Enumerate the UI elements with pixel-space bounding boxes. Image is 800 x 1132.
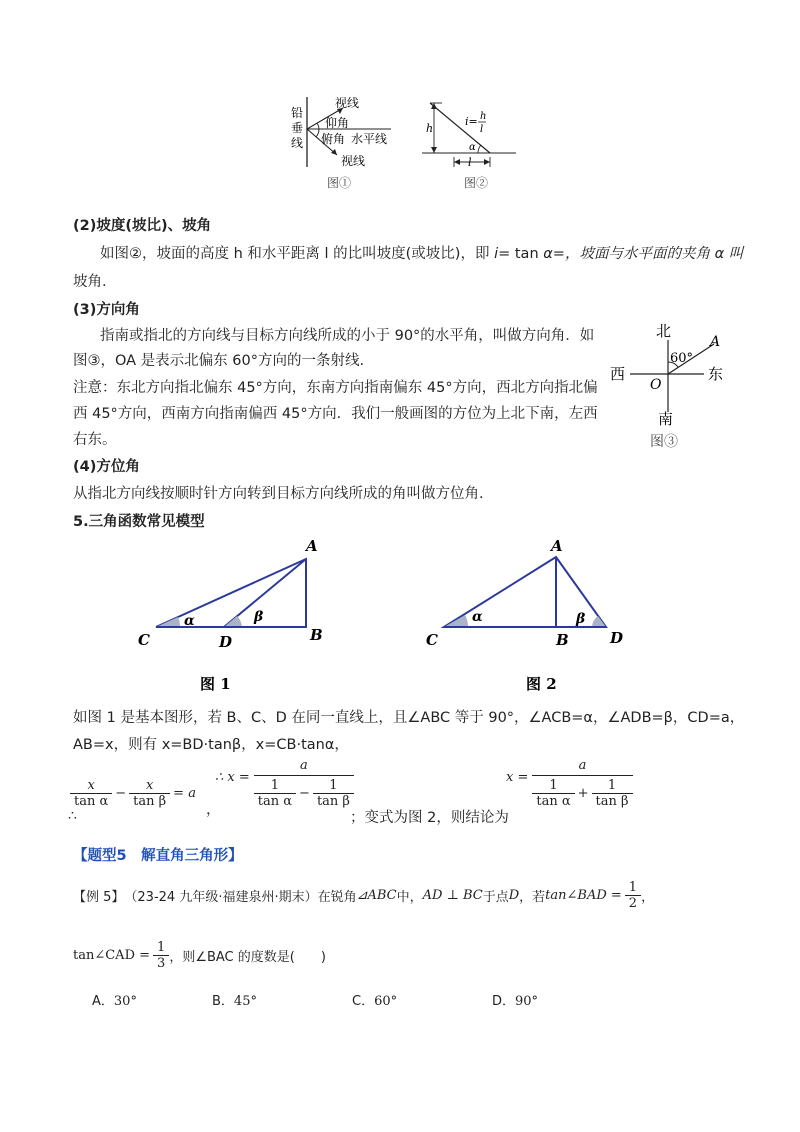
fraction-1-over-tan-alpha bbox=[254, 778, 296, 809]
ratio-numerator: h bbox=[480, 111, 487, 122]
section-4-heading: (4)方位角 bbox=[73, 459, 140, 475]
example-5-tag: 【例 5】 bbox=[73, 890, 125, 905]
south-label: 南 bbox=[658, 410, 674, 428]
option-a[interactable] bbox=[92, 990, 137, 1009]
section-3-line-1: 指南或指北的方向线与目标方向线所成的小于 90°的水平角，叫做方向角．如 bbox=[100, 328, 595, 344]
option-letter: B． bbox=[212, 994, 234, 1009]
figure-elevation-depression bbox=[285, 95, 395, 195]
equals-a: = a bbox=[173, 786, 196, 801]
north-label: 北 bbox=[656, 322, 672, 340]
section-3-note-line-3: 右东。 bbox=[73, 432, 117, 448]
point-d: D bbox=[508, 888, 520, 903]
numerator: 1 bbox=[549, 778, 558, 793]
section-4-line-1: 从指北方向线按顺时针方向转到目标方向线所成的角叫做方位角. bbox=[73, 486, 484, 502]
formula-x-figure-1 bbox=[215, 758, 354, 809]
option-letter: C． bbox=[352, 994, 375, 1009]
model1-vertex-a: A bbox=[306, 537, 318, 555]
model1-vertex-d: D bbox=[219, 633, 233, 651]
tan-bad-equals: tan∠BAD = bbox=[545, 888, 622, 903]
x-equals: ∴ x = bbox=[215, 770, 250, 785]
section-2-line-2: 坡角. bbox=[73, 274, 107, 290]
question-type-5-label: 【题型5 解直角三角形】 bbox=[73, 848, 243, 864]
option-letter: D． bbox=[492, 994, 516, 1009]
minus-sign: − bbox=[299, 786, 310, 801]
numerator: 1 bbox=[270, 778, 280, 793]
text-fragment: ， bbox=[641, 890, 655, 905]
model-explanation-line-1: 如图 1 是基本图形，若 B、C、D 在同一直线上，且∠ABC 等于 90°，∠ACB=α，∠ADB=β，CD=a， bbox=[73, 710, 745, 726]
option-letter: A． bbox=[92, 994, 114, 1009]
option-value: 45° bbox=[233, 994, 257, 1009]
text-fragment: 于点 bbox=[482, 890, 509, 905]
model1-beta: β bbox=[254, 609, 264, 625]
model2-beta: β bbox=[576, 611, 586, 627]
figure-1-caption: 图① bbox=[327, 176, 352, 190]
model1-alpha: α bbox=[184, 613, 195, 629]
plumb-char-1: 铅 bbox=[291, 106, 304, 120]
variant-conclusion-text: ；变式为图 2，则结论为 bbox=[350, 810, 509, 826]
fraction-1-over-tan-beta bbox=[592, 778, 633, 809]
model2-vertex-c: C bbox=[426, 631, 438, 649]
section-2-paragraph bbox=[100, 240, 743, 268]
section-3-note-line-2: 西 45°方向，西南方向指南偏西 45°方向．我们一般画图的方位为上北下南，左西 bbox=[73, 406, 598, 422]
height-label: h bbox=[426, 122, 434, 135]
plumb-char-2: 垂 bbox=[291, 121, 304, 135]
fraction-x-over-tan-alpha bbox=[70, 778, 112, 809]
model2-vertex-d: D bbox=[610, 629, 624, 647]
therefore-symbol: ∴ bbox=[68, 808, 77, 824]
origin-label: O bbox=[650, 377, 662, 393]
figure-3-caption: 图③ bbox=[650, 434, 678, 450]
point-a-label: A bbox=[710, 334, 721, 350]
option-b[interactable] bbox=[212, 990, 257, 1009]
plus-sign: + bbox=[577, 786, 589, 801]
text-fragment: ，若 bbox=[519, 890, 546, 905]
east-label: 东 bbox=[708, 365, 724, 383]
ratio-label: i= bbox=[465, 115, 478, 128]
example-5-stem bbox=[73, 880, 654, 911]
triangle-abc-symbol: ⊿ABC bbox=[356, 888, 397, 903]
fraction-1-over-tan-beta bbox=[313, 778, 354, 809]
depression-label: 俯角 bbox=[321, 132, 346, 146]
section-2-heading: (2)坡度(坡比)、坡角 bbox=[73, 218, 212, 234]
model-figure-1 bbox=[130, 535, 330, 700]
triangle-abc bbox=[156, 559, 306, 627]
denominator: tan β bbox=[129, 793, 170, 809]
fraction-one-third bbox=[153, 940, 169, 971]
ratio-denominator: l bbox=[480, 124, 484, 135]
angle-60-label: 60° bbox=[670, 351, 694, 366]
denominator: tan β bbox=[592, 793, 633, 809]
elevation-label: 仰角 bbox=[325, 116, 350, 130]
numerator: 1 bbox=[157, 940, 166, 955]
fraction-1-over-tan-alpha bbox=[532, 778, 574, 809]
numerator: x bbox=[146, 778, 154, 793]
west-label: 西 bbox=[610, 365, 626, 383]
section-3-heading: (3)方向角 bbox=[73, 302, 140, 318]
formula-x-figure-2 bbox=[506, 758, 633, 809]
fraction-one-half bbox=[625, 880, 641, 911]
numerator: 1 bbox=[329, 778, 338, 793]
model-explanation-line-2: AB=x，则有 x=BD·tanβ，x=CB·tanα， bbox=[73, 737, 349, 753]
option-value: 90° bbox=[515, 994, 539, 1009]
model2-vertex-b: B bbox=[556, 631, 569, 649]
perpendicular-ad-bc: AD ⊥ BC bbox=[422, 888, 483, 903]
model1-vertex-b: B bbox=[310, 626, 323, 644]
option-d[interactable] bbox=[492, 990, 538, 1009]
tan-cad-equals: tan∠CAD = bbox=[73, 948, 151, 963]
denominator: tan α bbox=[532, 793, 574, 809]
model1-caption: 图 1 bbox=[200, 675, 231, 693]
option-c[interactable] bbox=[352, 990, 397, 1009]
minus-sign: − bbox=[115, 786, 127, 801]
denominator: 2 bbox=[625, 895, 641, 911]
horizontal-label: 水平线 bbox=[351, 132, 388, 146]
denominator: tan α bbox=[70, 793, 112, 809]
section-2-text-c: α=，坡面与水平面的夹角 α 叫 bbox=[543, 246, 744, 262]
example-5-stem-line-2 bbox=[73, 940, 326, 971]
denominator: 3 bbox=[153, 955, 169, 971]
numerator: 1 bbox=[628, 880, 638, 895]
option-value: 60° bbox=[374, 994, 398, 1009]
x-equals: x = bbox=[506, 770, 529, 785]
numerator-a: a bbox=[578, 758, 587, 773]
model1-vertex-c: C bbox=[138, 631, 150, 649]
section-3-line-2: 图③，OA 是表示北偏东 60°方向的一条射线. bbox=[73, 353, 365, 369]
numerator: x bbox=[87, 778, 95, 793]
section-2-text-a: 如图②，坡面的高度 h 和水平距离 l 的比叫坡度(或坡比)，即 bbox=[100, 246, 495, 262]
model2-alpha: α bbox=[472, 609, 483, 625]
plumb-char-3: 线 bbox=[291, 136, 304, 150]
figure-2-caption: 图② bbox=[464, 176, 489, 190]
example-5-source: （23-24 九年级·福建泉州·期末）在锐角 bbox=[124, 890, 357, 905]
section-2-i: i bbox=[494, 246, 499, 262]
section-2-text-b: = tan bbox=[498, 246, 544, 262]
formula-difference bbox=[70, 778, 196, 809]
numerator: 1 bbox=[607, 778, 617, 793]
text-fragment: 中， bbox=[396, 890, 423, 905]
comma: ， bbox=[206, 802, 221, 818]
model2-vertex-a: A bbox=[551, 537, 563, 555]
figure-direction-angle bbox=[600, 316, 740, 456]
section-5-heading: 5.三角函数常见模型 bbox=[73, 514, 205, 530]
model2-caption: 图 2 bbox=[526, 675, 557, 693]
fraction-x-over-tan-beta bbox=[129, 778, 170, 809]
section-3-note-line-1: 注意：东北方向指北偏东 45°方向，东南方向指南偏东 45°方向，西北方向指北偏 bbox=[73, 380, 598, 396]
example-5-question: ，则∠BAC 的度数是( ) bbox=[169, 950, 326, 965]
denominator: tan α bbox=[254, 793, 296, 809]
denominator: tan β bbox=[313, 793, 354, 809]
option-value: 30° bbox=[113, 994, 137, 1009]
numerator-a: a bbox=[299, 758, 308, 773]
length-label: l bbox=[468, 156, 472, 169]
figure-slope bbox=[420, 95, 520, 195]
alpha-label: α bbox=[469, 142, 476, 153]
model-figure-2 bbox=[420, 535, 640, 700]
sight-up-label: 视线 bbox=[335, 96, 360, 110]
sight-down-label: 视线 bbox=[341, 154, 366, 168]
